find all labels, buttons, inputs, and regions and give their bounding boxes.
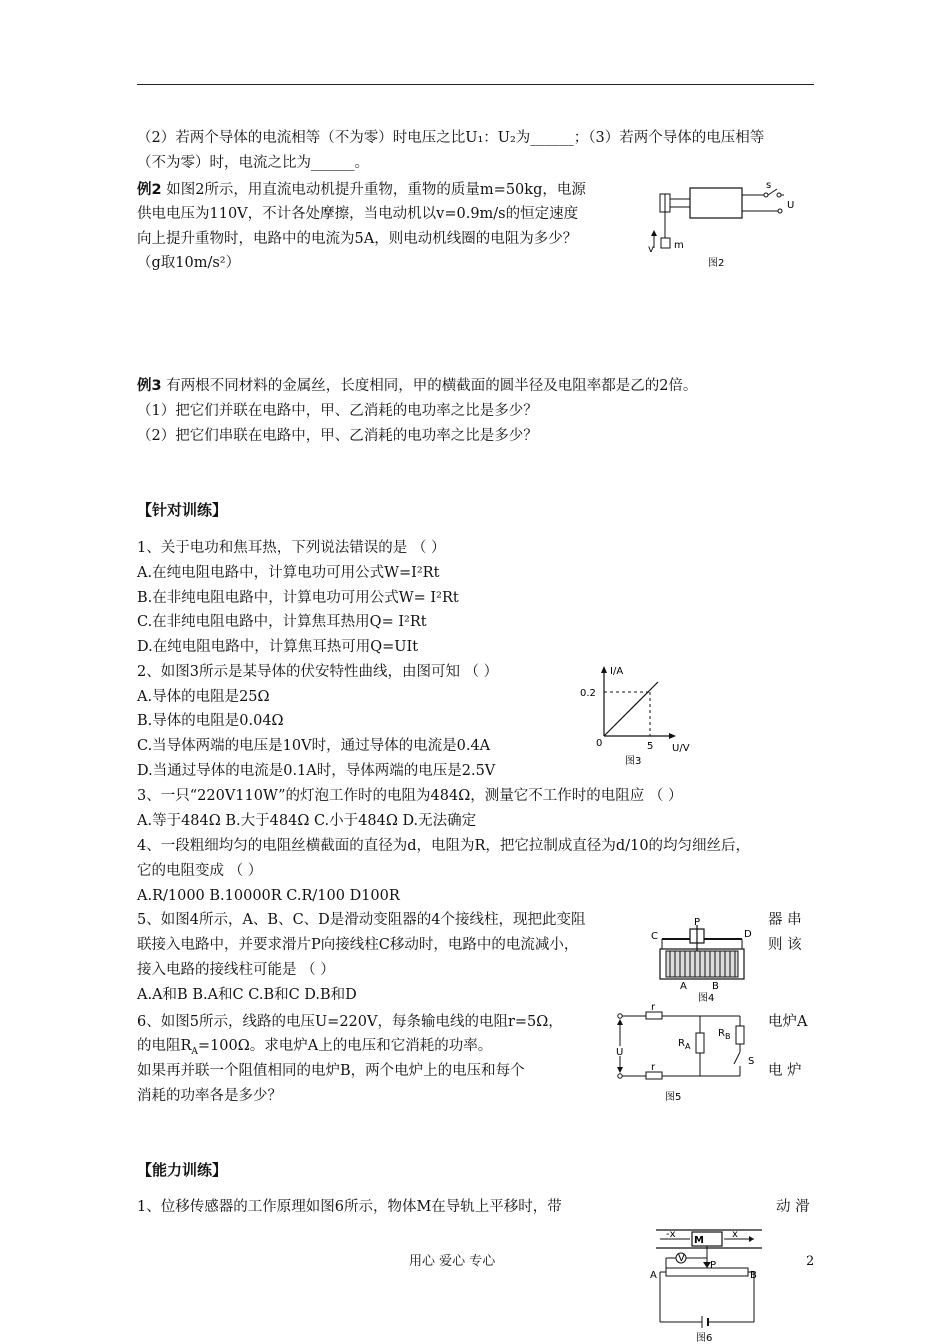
figure-caption: 图5 [665,1092,682,1103]
text-line: （不为零）时，电流之比为______。 [137,155,369,171]
figure-3-iv-curve [578,662,700,768]
section-heading: 【针对训练】 [137,501,228,519]
text-line: （g取10m/s²） [137,255,241,271]
subscript: A [191,1046,198,1057]
question-n1: 1、位移传感器的工作原理如图6所示，物体M在导轨上平移时，带 [137,1199,562,1215]
text-line: （1）把它们并联在电路中，甲、乙消耗的电功率之比是多少？ [137,403,538,419]
terminal-d-label: D [744,929,752,940]
heater-b-label: $R_B$ [718,1028,731,1041]
page-footer: 用心 爱心 专心 [409,1254,496,1269]
x-axis-label: U/V [672,743,690,754]
resistor-r-label: r [651,1062,656,1073]
example-label: 例3 [137,378,162,394]
figure-caption: 图6 [696,1333,713,1344]
text-line: 消耗的功率各是多少？ [137,1088,282,1104]
text-line-continuation: 动 滑 [776,1199,810,1215]
example-label: 例2 [137,182,162,198]
figure-4-rheostat [650,915,754,1003]
text-line-continuation: 电 炉 [768,1063,802,1079]
question-1: 1、关于电功和焦耳热，下列说法错误的是 （ ） [137,540,446,556]
example-2 [137,180,586,200]
text-line: 如图2所示，用直流电动机提升重物，重物的质量m=50kg，电源 [166,182,586,198]
y-tick-label: 0.2 [580,688,596,699]
option: C.在非纯电阻电路中，计算焦耳热用Q= I²Rt [137,614,427,630]
terminal-b-label: B [712,981,719,992]
text-line: 它的电阻变成 （ ） [137,863,263,879]
terminal-b-label: B [750,1270,757,1281]
mass-label: m [674,240,684,251]
text-line-continuation: 电炉A [768,1014,808,1030]
slider-label: P [694,917,701,928]
text-line: 有两根不同材料的金属丝，长度相同，甲的横截面的圆半径及电阻率都是乙的2倍。 [166,378,698,394]
text-line: 联接入电路中，并要求滑片P向接线柱C移动时，电路中的电流减小， [137,937,579,953]
example-3 [137,376,697,396]
text-line: （2）若两个导体的电流相等（不为零）时电压之比U₁：U₂为______；（3）若两个导体的电压相等 [137,130,765,146]
option: A.在纯电阻电路中，计算电功可用公式W=I²Rt [137,565,440,581]
resistor-r-label: r [651,1002,656,1013]
velocity-label: v [648,244,654,255]
text-line: 接入电路的接线柱可能是 （ ） [137,962,335,978]
text-line: 如果再并联一个阻值相同的电炉B，两个电炉上的电压和每个 [137,1063,525,1079]
switch-label: S [748,1056,755,1067]
option: D.在纯电阻电路中，计算焦耳热可用Q=UIt [137,639,419,655]
option: C.当导体两端的电压是10V时，通过导体的电流是0.4A [137,738,491,754]
text-line: 供电电压为110V，不计各处摩擦，当电动机以v=0.9m/s的恒定速度 [137,206,579,222]
text-part: =100Ω。求电炉A上的电压和它消耗的功率。 [197,1038,493,1054]
slider-p-label: P [710,1260,717,1271]
voltage-label: U [616,1047,624,1058]
terminal-a-label: A [680,981,687,992]
options-row: A.R/1000 B.10000R C.R/100 D100R [137,888,400,904]
question-3: 3、一只“220V110W”的灯泡工作时的电阻为484Ω，测量它不工作时的电阻应 （ ） [137,788,683,804]
figure-2-motor [646,180,806,272]
text-line: 向上提升重物时，电路中的电流为5A，则电动机线圈的电阻为多少？ [137,231,578,247]
question-6: 6、如图5所示，线路的电压U=220V，每条输电线的电阻r=5Ω， [137,1014,563,1030]
text-line-continuation: 器 串 [768,912,802,928]
voltmeter-label: V [678,1253,685,1264]
switch-label: s [766,180,772,191]
figure-caption: 图2 [708,258,725,269]
terminal-c-label: C [651,931,658,942]
header-rule [137,84,814,85]
page-number: 2 [806,1254,815,1269]
question-5: 5、如图4所示，A、B、C、D是滑动变阻器的4个接线柱，现把此变阻 [137,912,586,928]
options-row: A.等于484Ω B.大于484Ω C.小于484Ω D.无法确定 [137,813,477,829]
options-row: A.A和B B.A和C C.B和C D.B和D [137,987,357,1003]
option: D.当通过导体的电流是0.1A时，导体两端的电压是2.5V [137,763,496,779]
text-line [137,1036,492,1062]
heater-a-label: $R_A$ [678,1038,691,1051]
figure-5-circuit [610,1002,760,1108]
y-axis-label: I/A [610,666,624,677]
text-line: （2）把它们串联在电路中，甲、乙消耗的电功率之比是多少？ [137,428,538,444]
question-4: 4、一段粗细均匀的电阻丝横截面的直径为d，电阻为R，把它拉制成直径为d/10的均匀细丝后， [137,838,751,854]
figure-caption: 图3 [625,756,642,767]
terminal-a-label: A [650,1270,657,1281]
question-2: 2、如图3所示是某导体的伏安特性曲线，由图可知 （ ） [137,664,499,680]
text-line-continuation: 则 该 [768,937,802,953]
mass-m-label: M [694,1235,704,1246]
x-tick-label: 5 [647,741,654,752]
neg-x-label: -x [666,1229,676,1240]
text-part: 的电阻R [137,1038,192,1054]
option: B.在非纯电阻电路中，计算电功可用公式W= I²Rt [137,590,459,606]
figure-caption: 图4 [698,993,715,1004]
section-heading: 【能力训练】 [137,1161,228,1179]
voltage-label: U [787,200,795,211]
figure-6-sensor [650,1222,765,1344]
pos-x-label: x [732,1229,738,1240]
origin-label: 0 [596,738,603,749]
option: A.导体的电阻是25Ω [137,689,270,705]
option: B.导体的电阻是0.04Ω [137,713,284,729]
